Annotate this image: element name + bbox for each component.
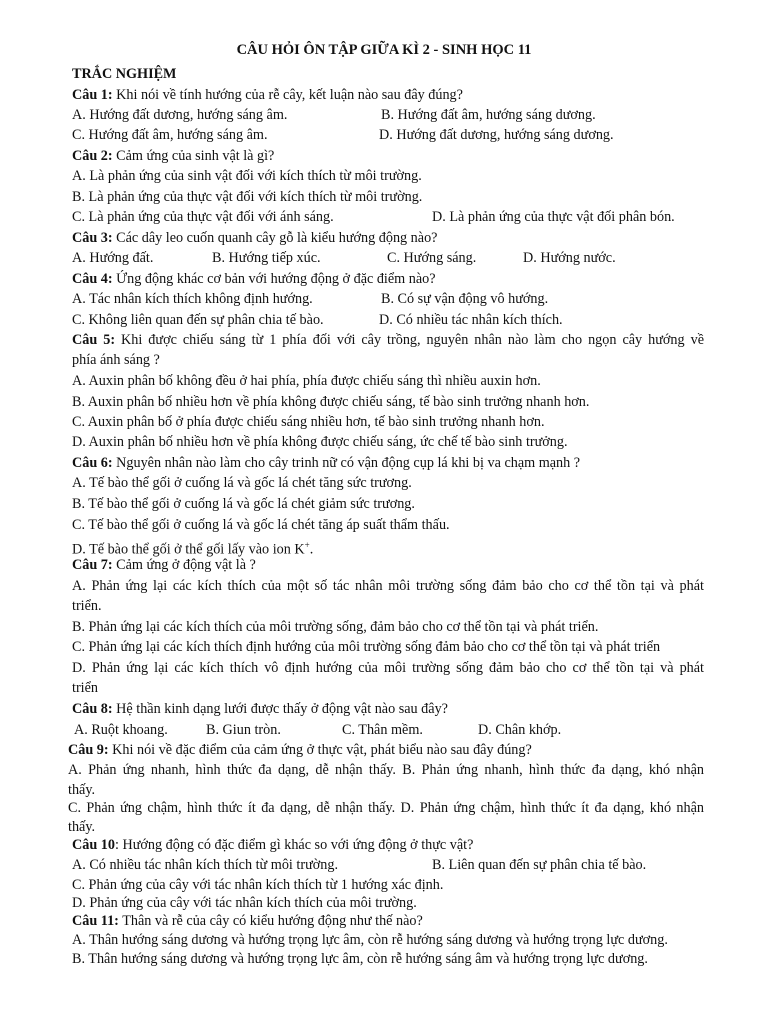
q1-option-c: C. Hướng đất âm, hướng sáng âm. xyxy=(72,127,268,143)
q1-option-a: A. Hướng đất dương, hướng sáng âm. xyxy=(72,107,288,123)
q7-option-b: B. Phản ứng lại các kích thích của môi trường sống, đảm bảo cho cơ thể tồn tại và phát triển. xyxy=(72,619,599,635)
q5-option-d: D. Auxin phân bố nhiều hơn về phía không được chiếu sáng, ức chế tế bào sinh trưởng. xyxy=(72,434,568,450)
q2-option-b: B. Là phản ứng của thực vật đối với kích thích từ môi trường. xyxy=(72,189,423,205)
q6-option-d: D. Tế bào thể gối ở thể gối lấy vào ion K+. xyxy=(72,540,314,558)
q8-option-b: B. Giun tròn. xyxy=(206,722,281,738)
q4-option-c: C. Không liên quan đến sự phân chia tế bào. xyxy=(72,312,324,328)
question-4: Câu 4: Ứng động khác cơ bản với hướng động ở đặc điểm nào? xyxy=(72,271,436,287)
section-heading: TRẮC NGHIỆM xyxy=(72,66,177,82)
q2-option-c: C. Là phản ứng của thực vật đối với ánh sáng. xyxy=(72,209,334,225)
question-11: Câu 11: Thân và rễ của cây có kiểu hướng động như thế nào? xyxy=(72,913,423,929)
q3-option-c: C. Hướng sáng. xyxy=(387,250,477,266)
q10-option-b: B. Liên quan đến sự phân chia tế bào. xyxy=(432,857,647,873)
question-1: Câu 1: Khi nói về tính hướng của rễ cây, kết luận nào sau đây đúng? xyxy=(72,87,463,103)
q8-option-a: A. Ruột khoang. xyxy=(74,722,168,738)
q9-options-ab: A. Phản ứng nhanh, hình thức đa dạng, dễ nhận thấy. B. Phản ứng nhanh, hình thức đa dạng, khó nhận xyxy=(68,762,704,778)
q1-option-d: D. Hướng đất dương, hướng sáng dương. xyxy=(379,127,614,143)
q6-option-b: B. Tế bào thể gối ở cuống lá và gốc lá chét giảm sức trương. xyxy=(72,496,415,512)
q7-option-a: A. Phản ứng lại các kích thích của một số tác nhân môi trường sống đảm bảo cho cơ thể tồn tại và phát xyxy=(72,578,704,594)
question-5: Câu 5: Khi được chiếu sáng từ 1 phía đối với cây trồng, nguyên nhân nào làm cho ngọn cây hướng về xyxy=(72,332,704,348)
q7-option-a-cont: triển. xyxy=(72,598,102,614)
page-title: CÂU HỎI ÔN TẬP GIỮA KÌ 2 - SINH HỌC 11 xyxy=(236,42,532,58)
question-2: Câu 2: Cảm ứng của sinh vật là gì? xyxy=(72,148,275,164)
q7-option-c: C. Phản ứng lại các kích thích định hướng của môi trường sống đảm bảo cho cơ thể tồn tại và phát triển xyxy=(72,639,661,655)
question-7: Câu 7: Cảm ứng ở động vật là ? xyxy=(72,557,256,573)
q9-options-cd: C. Phản ứng chậm, hình thức ít đa dạng, dễ nhận thấy. D. Phản ứng chậm, hình thức ít đa dạng, khó nhận xyxy=(68,800,704,816)
q1-option-b: B. Hướng đất âm, hướng sáng dương. xyxy=(381,107,596,123)
q9-options-cd-cont: thấy. xyxy=(68,819,96,835)
question-6: Câu 6: Nguyên nhân nào làm cho cây trinh nữ có vận động cụp lá khi bị va chạm mạnh ? xyxy=(72,455,581,471)
q3-option-d: D. Hướng nước. xyxy=(523,250,616,266)
question-3: Câu 3: Các dây leo cuốn quanh cây gỗ là kiểu hướng động nào? xyxy=(72,230,438,246)
q9-options-ab-cont: thấy. xyxy=(68,782,96,798)
q6-option-c: C. Tế bào thể gối ở cuống lá và gốc lá chét tăng áp suất thẩm thấu. xyxy=(72,517,450,533)
question-5-cont: phía ánh sáng ? xyxy=(72,352,160,368)
q11-option-b: B. Thân hướng sáng dương và hướng trọng lực âm, còn rễ hướng sáng âm và hướng trọng lực dương. xyxy=(72,951,648,967)
q8-option-c: C. Thân mềm. xyxy=(342,722,423,738)
q7-option-d: D. Phản ứng lại các kích thích vô định hướng của môi trường sống đảm bảo cho cơ thể tồn tại và phát xyxy=(72,660,704,676)
q10-option-a: A. Có nhiều tác nhân kích thích từ môi trường. xyxy=(72,857,338,873)
q4-option-a: A. Tác nhân kích thích không định hướng. xyxy=(72,291,313,307)
q3-option-b: B. Hướng tiếp xúc. xyxy=(212,250,321,266)
q11-option-a: A. Thân hướng sáng dương và hướng trọng lực âm, còn rễ hướng sáng dương và hướng trọng lực dương. xyxy=(72,932,668,948)
q10-option-c: C. Phản ứng của cây với tác nhân kích thích từ 1 hướng xác định. xyxy=(72,877,444,893)
q2-option-d: D. Là phản ứng của thực vật đối phân bón. xyxy=(432,209,675,225)
q5-option-c: C. Auxin phân bố ở phía được chiếu sáng nhiều hơn, tế bào sinh trưởng nhanh hơn. xyxy=(72,414,545,430)
q4-option-d: D. Có nhiều tác nhân kích thích. xyxy=(379,312,563,328)
q3-option-a: A. Hướng đất. xyxy=(72,250,154,266)
question-9: Câu 9: Khi nói về đặc điểm của cảm ứng ở thực vật, phát biểu nào sau đây đúng? xyxy=(68,742,532,758)
q5-option-b: B. Auxin phân bố nhiều hơn về phía không được chiếu sáng, tế bào sinh trưởng nhanh hơn. xyxy=(72,394,590,410)
q5-option-a: A. Auxin phân bố không đều ở hai phía, phía được chiếu sáng thì nhiều auxin hơn. xyxy=(72,373,541,389)
q7-option-d-cont: triển xyxy=(72,680,98,696)
q2-option-a: A. Là phản ứng của sinh vật đối với kích thích từ môi trường. xyxy=(72,168,422,184)
question-10: Câu 10: Hướng động có đặc điểm gì khác so với ứng động ở thực vật? xyxy=(72,837,474,853)
q10-option-d: D. Phản ứng của cây với tác nhân kích thích của môi trường. xyxy=(72,895,417,911)
q8-option-d: D. Chân khớp. xyxy=(478,722,562,738)
q6-option-a: A. Tế bào thể gối ở cuống lá và gốc lá chét tăng sức trương. xyxy=(72,475,412,491)
q4-option-b: B. Có sự vận động vô hướng. xyxy=(381,291,549,307)
question-8: Câu 8: Hệ thần kinh dạng lưới được thấy ở động vật nào sau đây? xyxy=(72,701,448,717)
